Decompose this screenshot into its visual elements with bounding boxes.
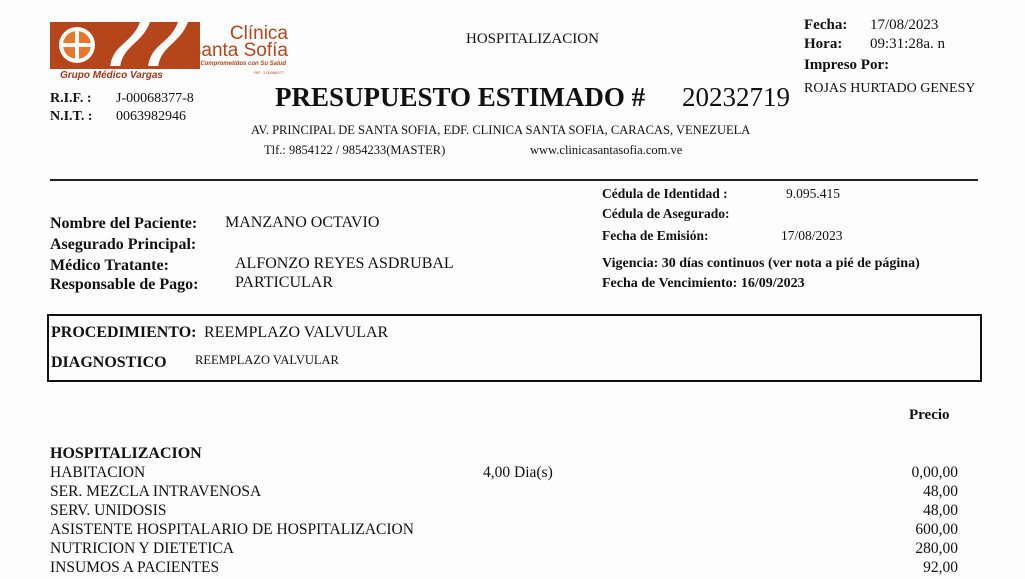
fecha-value: 17/08/2023 [870,17,939,33]
fecha-emision-label: Fecha de Emisión: [602,228,709,243]
header-divider [50,179,978,181]
table-row-name: HABITACION [50,464,146,481]
clinic-name-line1: Clínica [229,23,288,44]
cedula-asegurado-label: Cédula de Asegurado: [602,206,730,221]
nit-value: 0063982946 [116,109,186,124]
hora-value: 09:31:28a. n [870,36,945,52]
nit-label: N.I.T. : [50,109,93,124]
nombre-value: MANZANO OCTAVIO [225,214,380,231]
document-title: PRESUPUESTO ESTIMADO # [275,82,646,112]
nombre-label: Nombre del Paciente: [50,215,198,232]
asegurado-label: Asegurado Principal: [50,236,197,253]
table-row-price: 92,00 [923,559,958,576]
clinic-ref: RIF: J-00068377 [254,70,284,75]
table-row-price: 280,00 [915,540,958,557]
section-title: HOSPITALIZACION [466,31,599,47]
medico-value: ALFONZO REYES ASDRUBAL [235,255,454,272]
clinic-website: www.clinicasantasofia.com.ve [530,143,683,157]
clinic-slogan: Comprometidos con Su Salud [200,61,286,67]
vigencia-text: Vigencia: 30 días continuos (ver nota a pié de página) [602,256,920,271]
table-row-name: ASISTENTE HOSPITALARIO DE HOSPITALIZACION [50,521,414,538]
rif-value: J-00068377-8 [116,91,194,106]
clinic-group: Grupo Médico Vargas [60,70,163,81]
diagnostico-label: DIAGNOSTICO [51,354,167,371]
diagnostico-value: REEMPLAZO VALVULAR [195,353,339,367]
fecha-label: Fecha: [804,17,848,33]
clinic-address: AV. PRINCIPAL DE SANTA SOFIA, EDF. CLINICA SANTA SOFIA, CARACAS, VENEZUELA [251,123,751,137]
medico-label: Médico Tratante: [50,257,169,274]
impreso-value: ROJAS HURTADO GENESY [804,81,976,96]
price-header: Precio [909,407,950,423]
table-section-title: HOSPITALIZACION [50,445,202,462]
table-row-price: 0,00,00 [911,464,958,481]
hora-label: Hora: [804,36,843,52]
procedimiento-label: PROCEDIMIENTO: [51,324,197,341]
impreso-label: Impreso Por: [804,57,890,73]
clinic-phones: Tlf.: 9854122 / 9854233(MASTER) [264,143,446,157]
clinic-logo [50,20,290,82]
table-row-name: INSUMOS A PACIENTES [50,559,220,576]
responsable-label: Responsable de Pago: [50,276,199,293]
clinic-name-line2: Santa Sofía [188,40,288,61]
table-row-price: 48,00 [923,502,958,519]
fecha-emision-value: 17/08/2023 [781,228,843,243]
table-row-price: 600,00 [915,521,958,538]
cedula-value: 9.095.415 [786,186,840,201]
table-row-name: NUTRICION Y DIETETICA [50,540,234,557]
responsable-value: PARTICULAR [235,274,334,291]
table-row-name: SERV. UNIDOSIS [50,502,167,519]
procedimiento-value: REEMPLAZO VALVULAR [204,324,389,341]
table-row-qty: 4,00 Dia(s) [483,464,553,481]
rif-label: R.I.F. : [50,91,92,106]
table-row-name: SER. MEZCLA INTRAVENOSA [50,483,262,500]
cedula-label: Cédula de Identidad : [602,186,728,201]
table-row-price: 48,00 [923,483,958,500]
vencimiento-text: Fecha de Vencimiento: 16/09/2023 [602,276,805,291]
document-number: 20232719 [682,82,790,112]
